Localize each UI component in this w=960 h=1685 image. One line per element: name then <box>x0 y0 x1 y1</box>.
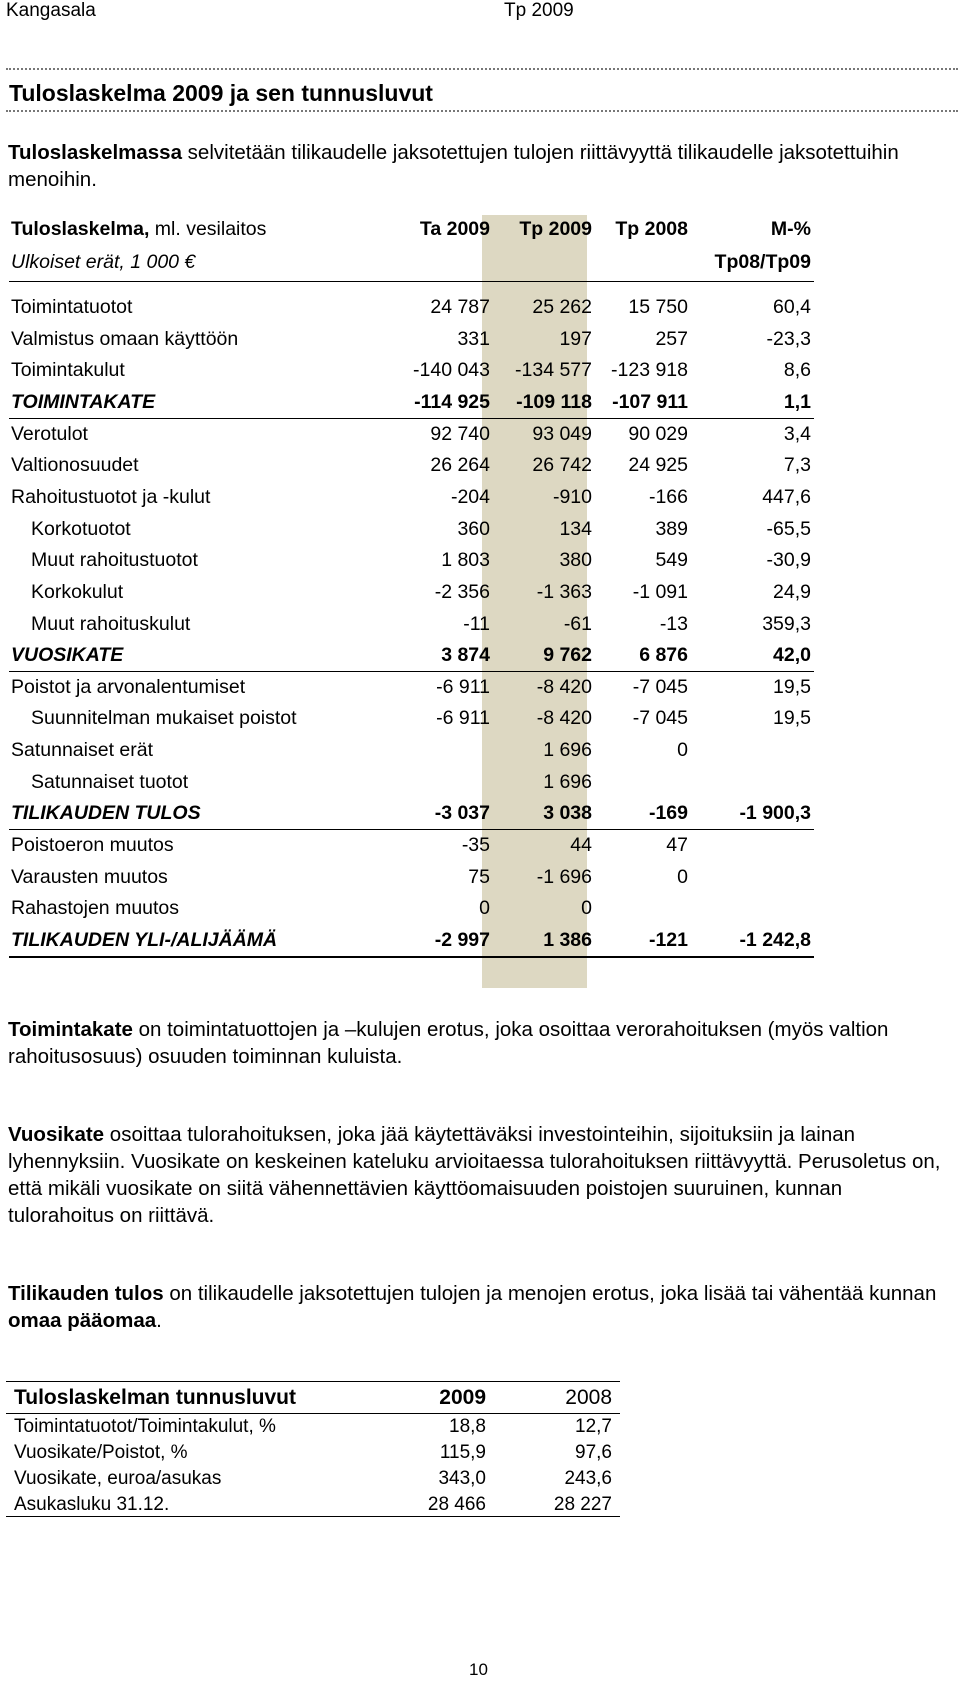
value-tp2008: 257 <box>655 327 688 350</box>
table-row <box>9 673 814 704</box>
value-tp2008: -121 <box>648 929 688 951</box>
value-ta2009: -35 <box>461 834 490 857</box>
value-change: 19,5 <box>773 707 811 730</box>
value-tp2008: -169 <box>648 802 688 825</box>
row-label: Vuosikate/Poistot, % <box>14 1442 188 1463</box>
col-header-change: M-% <box>770 218 811 240</box>
value-ta2009: -140 043 <box>413 359 490 382</box>
value-change: 359,3 <box>762 612 811 635</box>
value-tp2008: 47 <box>666 834 688 857</box>
value-tp2009: 380 <box>559 549 592 572</box>
table-row <box>9 863 814 894</box>
value-ta2009: -6 911 <box>436 707 490 730</box>
row-value-2009: 28 466 <box>427 1494 486 1515</box>
table-row <box>9 451 814 482</box>
table-row <box>9 831 814 862</box>
page-number: 10 <box>469 1660 488 1679</box>
row-label: Korkotuotot <box>31 517 131 540</box>
value-tp2009: -8 420 <box>536 675 592 698</box>
value-tp2008: -13 <box>659 612 688 635</box>
value-tp2008: -1 091 <box>632 580 688 603</box>
table-title-rest: ml. vesilaitos <box>149 218 267 240</box>
value-tp2009: 25 262 <box>532 296 592 318</box>
paragraph-toimintakate <box>8 1016 953 1070</box>
col-subheader-change: Tp08/Tp09 <box>714 251 811 273</box>
value-tp2008: 6 876 <box>639 644 688 667</box>
value-tp2008: 24 925 <box>628 454 688 477</box>
value-change: 1,1 <box>783 390 811 413</box>
table-row <box>9 388 814 419</box>
table-row <box>9 515 814 546</box>
row-label: Varausten muutos <box>11 865 168 888</box>
value-tp2008: 0 <box>677 739 688 762</box>
row-label: Verotulot <box>11 422 88 445</box>
table-row <box>9 546 814 577</box>
header-divider-top <box>6 68 958 70</box>
row-label: Valmistus omaan käyttöön <box>11 327 239 350</box>
key-figures-bottom-rule <box>6 1516 620 1517</box>
paragraph-tilikauden-tulos <box>8 1280 953 1334</box>
para-bold: Vuosikate <box>8 1123 105 1146</box>
value-tp2008: -123 918 <box>611 359 688 382</box>
row-label: Rahoitustuotot ja -kulut <box>11 485 211 508</box>
value-tp2009: -1 696 <box>536 865 592 888</box>
row-label: Suunnitelman mukaiset poistot <box>31 707 297 730</box>
value-change: 42,0 <box>773 644 811 667</box>
row-label: Satunnaiset erät <box>11 739 154 762</box>
table-row <box>9 325 814 356</box>
value-tp2009: 197 <box>559 327 592 350</box>
value-tp2009: 1 386 <box>543 929 592 951</box>
para-bold: Toimintakate <box>8 1018 133 1041</box>
header-document: Tp 2009 <box>504 0 574 21</box>
value-ta2009: -6 911 <box>436 675 490 698</box>
summary-row-rule <box>9 671 814 672</box>
row-label: Korkokulut <box>31 580 124 603</box>
row-label: Vuosikate, euroa/asukas <box>14 1468 222 1489</box>
value-change: 7,3 <box>783 454 811 477</box>
key-figures-col-2009: 2009 <box>439 1386 486 1409</box>
value-ta2009: 92 740 <box>430 422 490 445</box>
paragraph-vuosikate <box>8 1121 953 1229</box>
value-tp2009: -8 420 <box>536 707 592 730</box>
table-row <box>9 641 814 672</box>
table-row <box>9 894 814 925</box>
value-change: -23,3 <box>766 327 811 350</box>
row-label: Asukasluku 31.12. <box>14 1494 170 1515</box>
para-text: on tilikaudelle jaksotettujen tulojen ja menojen erotus, joka lisää tai vähentää kunnan <box>163 1282 937 1305</box>
row-label: Toimintakulut <box>11 359 125 382</box>
row-label: Toimintatuotot <box>11 296 133 318</box>
value-tp2009: 1 696 <box>543 739 592 762</box>
value-change: 8,6 <box>783 359 811 382</box>
para-bold-2: omaa pääomaa <box>8 1309 157 1332</box>
table-row <box>9 356 814 387</box>
table-row <box>6 1414 620 1440</box>
value-tp2009: -134 577 <box>515 359 592 382</box>
value-change: 3,4 <box>783 422 811 445</box>
value-tp2009: -910 <box>552 485 592 508</box>
table-row <box>6 1440 620 1466</box>
value-ta2009: -2 997 <box>434 929 490 951</box>
value-tp2008: -7 045 <box>632 707 688 730</box>
value-tp2009: -61 <box>563 612 592 635</box>
table-row <box>9 799 814 830</box>
table-row <box>9 768 814 799</box>
row-label: TILIKAUDEN TULOS <box>11 802 201 825</box>
value-tp2008: 389 <box>655 517 688 540</box>
value-ta2009: -11 <box>463 612 490 635</box>
table-row <box>9 926 814 957</box>
value-tp2009: 1 696 <box>543 770 592 793</box>
table-header-rule <box>9 281 814 282</box>
row-value-2009: 115,9 <box>439 1442 486 1463</box>
summary-row-rule <box>9 829 814 830</box>
value-tp2008: 90 029 <box>628 422 688 445</box>
value-tp2008: -166 <box>648 485 688 508</box>
row-value-2008: 97,6 <box>575 1442 612 1463</box>
value-ta2009: 26 264 <box>430 454 490 477</box>
value-ta2009: 75 <box>468 865 490 888</box>
table-subtitle: Ulkoiset erät, 1 000 € <box>11 251 196 273</box>
value-ta2009: 24 787 <box>430 296 490 318</box>
value-ta2009: 331 <box>457 327 490 350</box>
value-tp2009: 9 762 <box>543 644 592 667</box>
header-municipality: Kangasala <box>6 0 96 21</box>
value-tp2009: -109 118 <box>516 390 592 413</box>
col-header-tp2008: Tp 2008 <box>615 218 688 240</box>
value-tp2009: 3 038 <box>543 802 592 825</box>
value-tp2009: 26 742 <box>532 454 592 477</box>
value-tp2009: 134 <box>559 517 592 540</box>
row-label: Muut rahoituskulut <box>31 612 191 635</box>
para-text: on toimintatuottojen ja –kulujen erotus, joka osoittaa verorahoituksen (myös valtion rahoitusosuus) osuuden toiminnan kuluista. <box>8 1018 889 1068</box>
table-header-row <box>9 215 814 246</box>
row-value-2008: 12,7 <box>575 1416 612 1437</box>
row-label: Rahastojen muutos <box>11 897 180 920</box>
row-label: Toimintatuotot/Toimintakulut, % <box>14 1416 276 1437</box>
row-value-2009: 343,0 <box>438 1468 486 1489</box>
table-row <box>9 704 814 735</box>
value-ta2009: -2 356 <box>434 580 490 603</box>
key-figures-header-row <box>6 1382 620 1414</box>
value-change: -1 900,3 <box>739 802 811 825</box>
row-label: TOIMINTAKATE <box>11 390 156 413</box>
intro-text: selvitetään tilikaudelle jaksotettujen tulojen riittävyyttä tilikaudelle jaksotettuihin menoihin. <box>8 141 899 191</box>
intro-paragraph <box>8 139 948 193</box>
intro-bold: Tuloslaskelmassa <box>8 141 182 164</box>
row-label: Poistot ja arvonalentumiset <box>11 675 246 698</box>
summary-row-rule <box>9 418 814 419</box>
value-ta2009: -114 925 <box>414 390 490 413</box>
table-row <box>9 293 814 324</box>
key-figures-header-rule <box>6 1413 620 1414</box>
table-row <box>9 420 814 451</box>
table-row <box>6 1492 620 1518</box>
row-value-2008: 243,6 <box>564 1468 612 1489</box>
row-label: VUOSIKATE <box>11 644 124 667</box>
table-subheader-row <box>9 248 814 279</box>
value-tp2009: 44 <box>570 834 592 857</box>
value-change: 24,9 <box>773 580 811 603</box>
table-row <box>6 1466 620 1492</box>
value-change: -30,9 <box>766 549 811 572</box>
table-row <box>9 736 814 767</box>
row-value-2009: 18,8 <box>449 1416 486 1437</box>
row-label: Valtionosuudet <box>11 454 139 477</box>
value-change: -65,5 <box>766 517 811 540</box>
value-ta2009: -3 037 <box>434 802 490 825</box>
summary-row-rule <box>9 956 814 958</box>
value-ta2009: 3 874 <box>441 644 490 667</box>
page-title: Tuloslaskelma 2009 ja sen tunnusluvut <box>9 80 433 106</box>
table-title-bold: Tuloslaskelma, <box>11 218 150 240</box>
value-tp2008: 15 750 <box>628 296 688 318</box>
row-label: Muut rahoitustuotot <box>31 549 198 572</box>
para-text: osoittaa tulorahoituksen, joka jää käytettäväksi investointeihin, sijoituksiin ja lainan lyhennyksiin. Vuosikate on keskeinen kateluku arvioitaessa tulorahoituksen riittävyyttä. Perusoletus on, että mikäli vuosikate on siitä vähennettävien käyttöomaisuuden poistojen suuruinen, kunnan tulorahoitus on riittävä. <box>8 1123 941 1227</box>
col-header-tp2009: Tp 2009 <box>519 218 592 240</box>
value-change: 19,5 <box>773 675 811 698</box>
key-figures-table <box>6 1382 620 1518</box>
value-change: 60,4 <box>773 296 811 318</box>
value-change: -1 242,8 <box>739 929 811 951</box>
value-change: 447,6 <box>762 485 811 508</box>
key-figures-title: Tuloslaskelman tunnusluvut <box>14 1386 296 1409</box>
row-label: TILIKAUDEN YLI-/ALIJÄÄMÄ <box>11 929 278 951</box>
row-value-2008: 28 227 <box>553 1494 612 1515</box>
table-row <box>9 610 814 641</box>
table-row <box>9 483 814 514</box>
para-bold: Tilikauden tulos <box>8 1282 164 1305</box>
value-ta2009: 1 803 <box>441 549 490 572</box>
value-ta2009: 360 <box>457 517 490 540</box>
value-tp2009: 93 049 <box>532 422 592 445</box>
table-row <box>9 578 814 609</box>
value-tp2008: 0 <box>677 865 688 888</box>
col-header-ta2009: Ta 2009 <box>419 218 490 240</box>
row-label: Satunnaiset tuotot <box>31 770 189 793</box>
value-ta2009: -204 <box>450 485 490 508</box>
para-end: . <box>156 1309 162 1332</box>
value-tp2009: 0 <box>581 897 592 920</box>
value-tp2008: -107 911 <box>612 390 688 413</box>
table-title <box>11 218 266 241</box>
value-ta2009: 0 <box>479 897 490 920</box>
key-figures-col-2008: 2008 <box>565 1386 612 1409</box>
row-label: Poistoeron muutos <box>11 834 174 857</box>
header-divider-bottom <box>6 110 958 112</box>
value-tp2008: 549 <box>655 549 688 572</box>
value-tp2009: -1 363 <box>536 580 592 603</box>
value-tp2008: -7 045 <box>632 675 688 698</box>
